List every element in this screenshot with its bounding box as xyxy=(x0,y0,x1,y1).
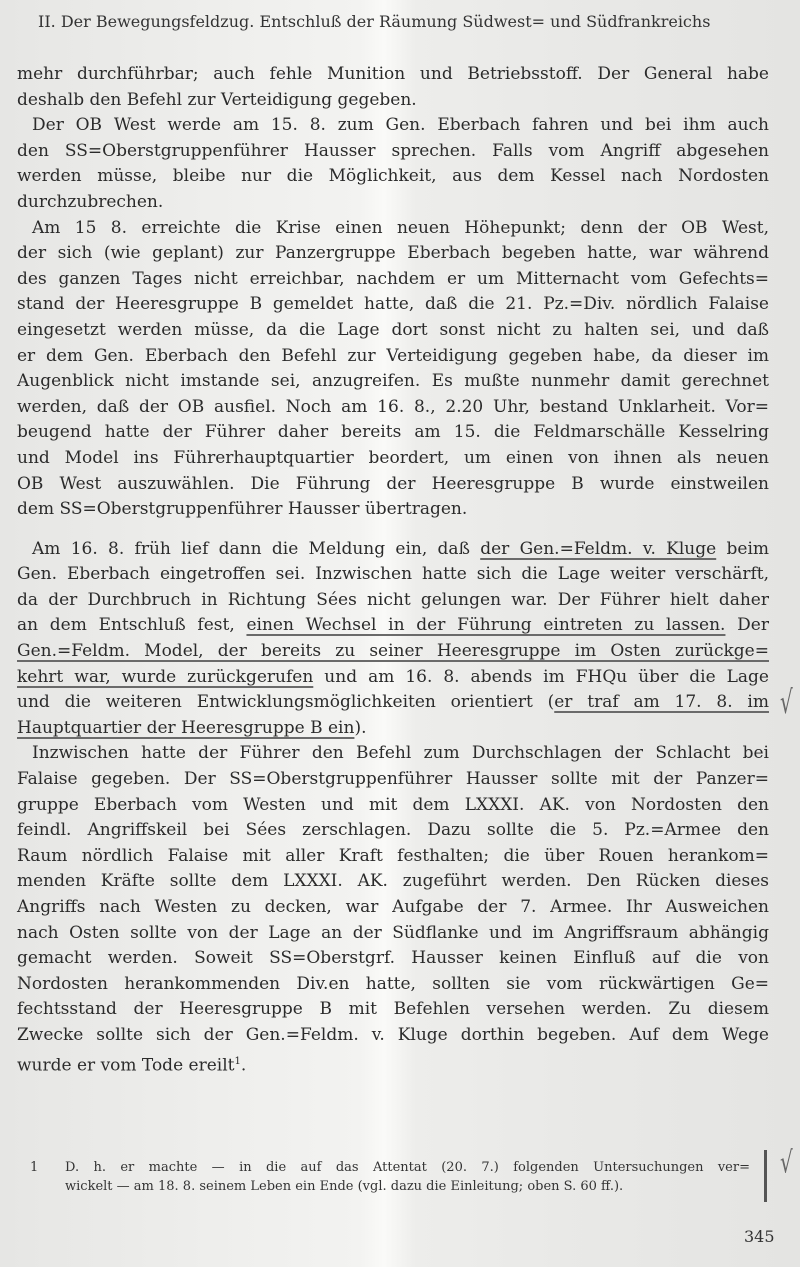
paragraph xyxy=(17,113,769,215)
footnote-line: D. h. er machte — in die auf das Attentat (20. 7.) folgenden Untersuchungen ver= xyxy=(65,1160,750,1175)
text-line: menden Kräfte sollte dem LXXXI. AK. zugeführt werden. Den Rücken dieses xyxy=(17,871,769,892)
text-line: werden müsse, bleibe nur die Möglichkeit, aus dem Kessel nach Nordosten xyxy=(17,166,769,187)
paragraph xyxy=(17,741,769,1074)
text-line: Augenblick nicht imstande sei, anzugreifen. Es mußte nunmehr damit gerechnet xyxy=(17,371,769,392)
text-line: werden, daß der OB ausfiel. Noch am 16. 8., 2.20 Uhr, bestand Unklarheit. Vor= xyxy=(17,396,769,417)
text-line: Am 15 8. erreichte die Krise einen neuen Höhepunkt; denn der OB West, xyxy=(32,217,769,238)
text-line: nach Osten sollte von der Lage an der Südflanke und im Angriffsraum abhängig xyxy=(17,922,769,943)
footnote-reference[interactable]: 1 xyxy=(234,1055,241,1067)
text-line: eingesetzt werden müsse, da die Lage dort sonst nicht zu halten sei, und daß xyxy=(17,319,769,340)
text-line: dem SS=Oberstgruppenführer Hausser übertragen. xyxy=(17,499,468,520)
text-line: Angriffs nach Westen zu decken, war Aufgabe der 7. Armee. Ihr Ausweichen xyxy=(17,897,769,917)
text-line xyxy=(17,639,769,665)
text-line: Am 16. 8. früh lief dann die Meldung ein, daß der Gen.=Feldm. v. Kluge beim xyxy=(32,538,769,559)
underlined-passage: einen Wechsel in der Führung eintreten zu lassen. xyxy=(246,615,726,636)
text-line: gruppe Eberbach vom Westen und mit dem LXXXI. AK. von Nordosten den xyxy=(17,794,769,815)
text-line: Hauptquartier der Heeresgruppe B ein). xyxy=(17,717,367,738)
text-line: an dem Entschluß fest, einen Wechsel in der Führung eintreten zu lassen. Der xyxy=(17,615,769,636)
text-line: Zwecke sollte sich der Gen.=Feldm. v. Kluge dorthin begeben. Auf dem Wege xyxy=(17,1024,769,1045)
text-line: kehrt war, wurde zurückgerufen und am 16. 8. abends im FHQu über die Lage xyxy=(17,666,769,687)
text-line: der sich (wie geplant) zur Panzergruppe Eberbach begeben hatte, war während xyxy=(17,243,769,264)
text-line: Der OB West werde am 15. 8. zum Gen. Eberbach fahren und bei ihm auch xyxy=(32,115,769,136)
margin-checkmark-icon: √ xyxy=(780,682,793,722)
text-line: da der Durchbruch in Richtung Sées nicht gelungen war. Der Führer hielt daher xyxy=(17,589,769,610)
margin-bar-mark xyxy=(764,1150,767,1202)
text-line: Gen. Eberbach eingetroffen sei. Inzwischen hatte sich die Lage weiter verschärft, xyxy=(17,564,769,585)
text-line: Raum nördlich Falaise mit aller Kraft festhalten; die über Rouen herankom= xyxy=(17,845,769,866)
text-line: Nordosten herankommenden Div.en hatte, sollten sie vom rückwärtigen Ge= xyxy=(17,973,769,994)
footnote-number: 1 xyxy=(30,1160,39,1175)
text-line: fechtsstand der Heeresgruppe B mit Befehlen versehen werden. Zu diesem xyxy=(17,999,769,1020)
underlined-passage: er traf am 17. 8. im xyxy=(554,692,769,713)
text-line: stand der Heeresgruppe B gemeldet hatte, daß die 21. Pz.=Div. nördlich Falaise xyxy=(17,294,769,315)
paragraph-annotated xyxy=(17,537,769,742)
page-number: 345 xyxy=(744,1227,775,1246)
text-line: den SS=Oberstgruppenführer Hausser sprechen. Falls vom Angriff abgesehen xyxy=(17,140,769,161)
text-line: beugend hatte der Führer daher bereits am 15. die Feldmarschälle Kesselring xyxy=(17,422,769,443)
text-line: feindl. Angriffskeil bei Sées zerschlagen. Dazu sollte die 5. Pz.=Armee den xyxy=(17,820,769,841)
underlined-passage: Gen.=Feldm. Model, der bereits zu seiner Heeresgruppe im Osten zurückge= xyxy=(17,641,769,662)
running-head: II. Der Bewegungsfeldzug. Entschluß der Räumung Südwest= und Südfrankreichs xyxy=(38,12,711,31)
text-line: Inzwischen hatte der Führer den Befehl zum Durchschlagen der Schlacht bei xyxy=(32,743,769,764)
text-line: deshalb den Befehl zur Verteidigung gegeben. xyxy=(17,89,417,110)
text-line: er dem Gen. Eberbach den Befehl zur Verteidigung gegeben habe, da dieser im xyxy=(17,345,769,366)
underlined-passage: der Gen.=Feldm. v. Kluge xyxy=(480,538,717,559)
body-text xyxy=(17,62,769,1074)
text-line: des ganzen Tages nicht erreichbar, nachdem er um Mitternacht vom Gefechts= xyxy=(17,268,769,289)
text-line: OB West auszuwählen. Die Führung der Heeresgruppe B wurde einstweilen xyxy=(17,473,769,494)
footnote-line: wickelt — am 18. 8. seinem Leben ein Ende (vgl. dazu die Einleitung; oben S. 60 ff.). xyxy=(65,1179,624,1194)
paragraph xyxy=(17,216,769,523)
text-line: durchzubrechen. xyxy=(17,191,164,212)
margin-checkmark-icon: √ xyxy=(780,1144,793,1180)
underlined-passage: Hauptquartier der Heeresgruppe B ein xyxy=(17,717,355,738)
text-line: und Model ins Führerhauptquartier beordert, um einen von ihnen als neuen xyxy=(17,447,769,468)
text-line: und die weiteren Entwicklungsmöglichkeiten orientiert (er traf am 17. 8. im xyxy=(17,692,769,713)
text-line: Falaise gegeben. Der SS=Oberstgruppenführer Hausser sollte mit der Panzer= xyxy=(17,769,769,790)
underlined-passage: kehrt war, wurde zurückgerufen xyxy=(17,666,314,687)
paragraph xyxy=(17,62,769,113)
text-line: wurde er vom Tode ereilt$^1$. xyxy=(17,1055,247,1076)
text-line: gemacht werden. Soweit SS=Oberstgrf. Hausser keinen Einfluß auf die von xyxy=(17,948,769,969)
text-line: mehr durchführbar; auch fehle Munition und Betriebsstoff. Der General habe xyxy=(17,64,769,84)
footnote xyxy=(30,1158,750,1196)
